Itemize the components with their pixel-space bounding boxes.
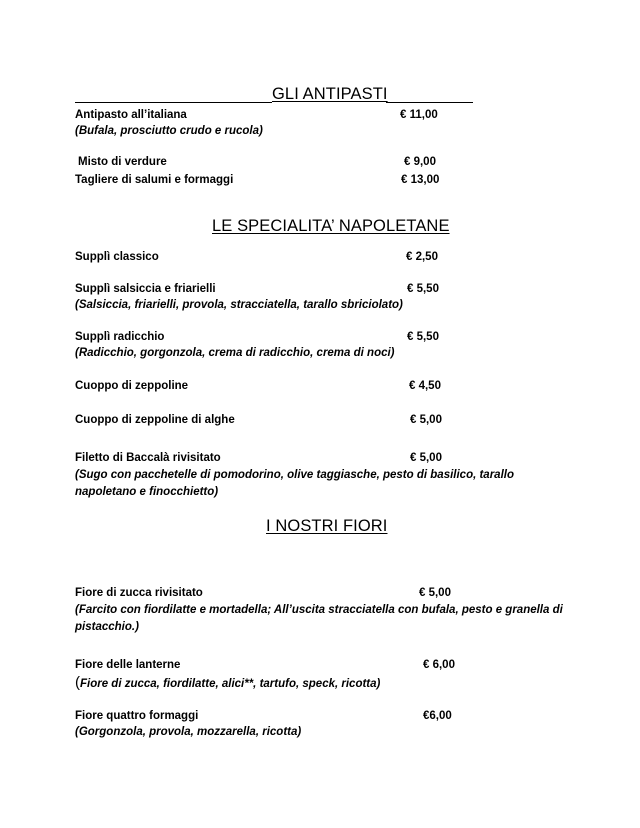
description-open-paren: (: [75, 674, 80, 691]
menu-item-price: € 9,00: [404, 156, 436, 168]
menu-item-price: € 5,00: [410, 414, 442, 426]
menu-item-description: (Salsiccia, friarielli, provola, stracciatella, tarallo sbriciolato): [75, 299, 403, 311]
description-text: Fiore di zucca, fiordilatte, alici**, tartufo, speck, ricotta): [80, 678, 381, 690]
menu-item-description: (Farcito con fiordilatte e mortadella; All’uscita stracciatella con bufala, pesto e granella di pistacchio.): [75, 604, 563, 633]
menu-item-price: € 5,00: [419, 587, 451, 599]
menu-item-price: € 6,00: [423, 659, 455, 671]
menu-item-price: € 4,50: [409, 380, 441, 392]
menu-item-name: Cuoppo di zeppoline: [75, 380, 189, 392]
menu-item-name: Antipasto all’italiana: [75, 109, 187, 121]
menu-item-price: € 5,50: [407, 283, 439, 295]
menu-item-name: Tagliere di salumi e formaggi: [75, 174, 234, 186]
menu-item-name: Fiore di zucca rivisitato: [75, 587, 203, 599]
menu-item-description: (Bufala, prosciutto crudo e rucola): [75, 125, 263, 137]
menu-item-name: Fiore quattro formaggi: [75, 710, 199, 722]
menu-item-name: Cuoppo di zeppoline di alghe: [75, 414, 235, 426]
menu-item-name: Filetto di Baccalà rivisitato: [75, 452, 221, 464]
menu-item-price: € 13,00: [401, 174, 440, 186]
menu-item-price: € 5,00: [410, 452, 442, 464]
menu-item-name: Supplì radicchio: [75, 331, 165, 343]
menu-item-price: € 2,50: [406, 251, 438, 263]
heading-rule-right: [386, 102, 473, 103]
section-title-antipasti: GLI ANTIPASTI: [272, 85, 388, 103]
section-title-napoletane: LE SPECIALITA’ NAPOLETANE: [212, 217, 450, 235]
menu-item-name: Fiore delle lanterne: [75, 659, 181, 671]
menu-item-description: (Gorgonzola, provola, mozzarella, ricotta): [75, 726, 302, 738]
menu-item-description: [75, 674, 380, 691]
menu-item-name: Misto di verdure: [78, 156, 167, 168]
section-title-fiori: I NOSTRI FIORI: [266, 517, 388, 535]
menu-item-name: Supplì salsiccia e friarielli: [75, 283, 216, 295]
menu-item-price: € 5,50: [407, 331, 439, 343]
menu-item-price: € 11,00: [400, 109, 438, 121]
heading-rule-left: [75, 102, 272, 103]
menu-item-description: (Radicchio, gorgonzola, crema di radicchio, crema di noci): [75, 347, 395, 359]
menu-item-price: €6,00: [423, 710, 452, 722]
menu-item-description: (Sugo con pacchetelle di pomodorino, olive taggiasche, pesto di basilico, tarallo napoletano e finocchietto): [75, 469, 514, 498]
menu-item-name: Supplì classico: [75, 251, 159, 263]
